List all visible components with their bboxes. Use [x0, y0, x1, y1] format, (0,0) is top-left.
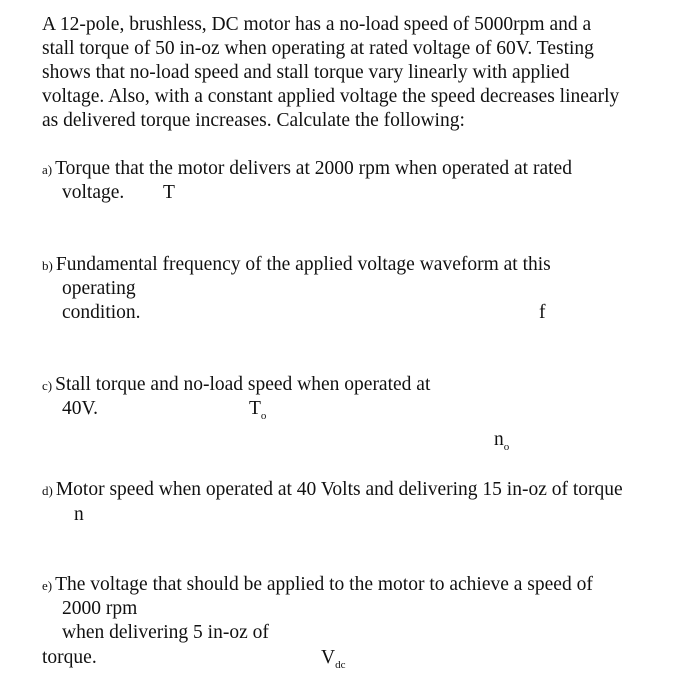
part-b-line-3: condition. — [62, 302, 141, 323]
part-a-variable: T — [163, 182, 175, 203]
part-e-line-3: when delivering 5 in-oz of — [62, 622, 269, 643]
part-b-variable: f — [539, 302, 546, 323]
part-b-line-2: operating — [62, 278, 136, 299]
part-c-line-2: 40V. — [62, 398, 98, 419]
part-b-line-1: Fundamental frequency of the applied voltage waveform at this — [55, 254, 551, 275]
intro-line-3: shows that no-load speed and stall torque vary linearly with applied — [42, 62, 570, 83]
intro-line-1: A 12-pole, brushless, DC motor has a no-load speed of 5000rpm and a — [42, 14, 592, 35]
part-c-variable-stall-torque: $T_o$ — [249, 398, 267, 422]
part-e-variable: $V_{dc}$ — [321, 647, 346, 671]
part-e-line-4: torque. — [42, 647, 97, 668]
part-d-line-1: Motor speed when operated at 40 Volts and delivering 15 in-oz of torque — [55, 479, 623, 500]
part-e-marker: e) — [42, 578, 53, 593]
intro-line-4: voltage. Also, with a constant applied voltage the speed decreases linearly — [42, 86, 620, 107]
part-c-line-1: Stall torque and no-load speed when operated at — [55, 374, 431, 395]
part-c-variable-no-load-speed: $n_o$ — [494, 429, 510, 453]
part-e-line-1: The voltage that should be applied to the motor to achieve a speed of — [55, 574, 593, 595]
part-b-marker: b) — [42, 258, 53, 273]
intro-line-2: stall torque of 50 in-oz when operating at rated voltage of 60V. Testing — [42, 38, 594, 59]
part-a-line-2: voltage. — [62, 182, 125, 203]
part-e-line-2: 2000 rpm — [62, 598, 138, 619]
part-d-marker: d) — [42, 483, 53, 498]
part-a-marker: a) — [42, 162, 53, 177]
intro-line-5: as delivered torque increases. Calculate the following: — [42, 110, 465, 131]
part-c-marker: c) — [42, 378, 53, 393]
part-a-line-1: Torque that the motor delivers at 2000 rpm when operated at rated — [55, 158, 572, 179]
part-d-variable: n — [74, 504, 84, 525]
